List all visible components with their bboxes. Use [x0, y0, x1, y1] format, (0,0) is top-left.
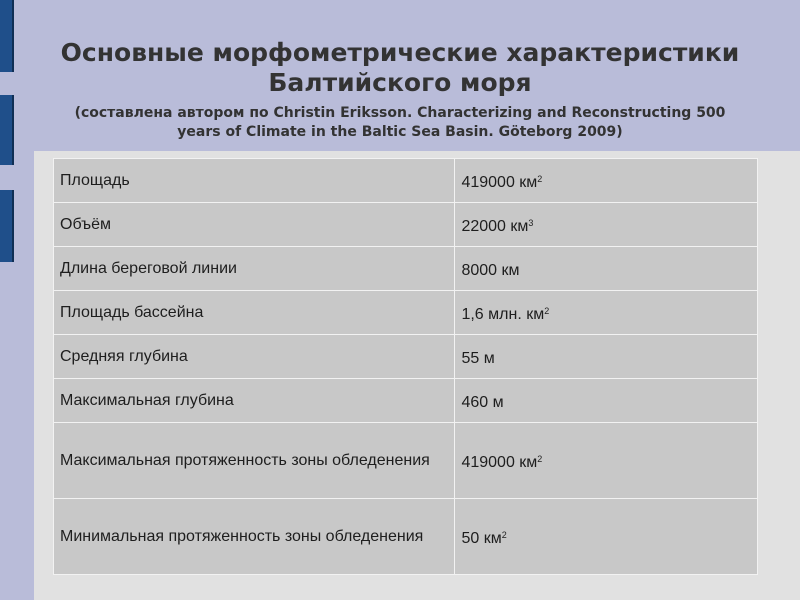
unit-power: 3 — [528, 217, 534, 228]
slide-title-block — [30, 38, 770, 142]
value-cell — [455, 335, 758, 379]
parameter-cell: Минимальная протяженность зоны обледенения — [54, 499, 455, 575]
unit-power: 2 — [537, 173, 543, 184]
value-text: 55 м — [461, 349, 495, 367]
slide-title-line-2: Балтийского моря — [268, 68, 532, 97]
value-text: 50 км — [461, 529, 502, 547]
value-text: 419000 км — [461, 453, 538, 471]
value-cell — [455, 379, 758, 423]
value-cell — [455, 499, 758, 575]
table-row — [54, 499, 758, 575]
value-cell — [455, 423, 758, 499]
parameter-cell: Площадь — [54, 159, 455, 203]
parameter-cell: Максимальная протяженность зоны обледенения — [54, 423, 455, 499]
value-cell — [455, 291, 758, 335]
value-cell — [455, 203, 758, 247]
table-row — [54, 159, 758, 203]
table-row — [54, 379, 758, 423]
parameter-cell: Максимальная глубина — [54, 379, 455, 423]
value-text: 419000 км — [461, 173, 538, 191]
accent-bar-bottom — [0, 190, 14, 262]
slide-subtitle — [30, 104, 770, 142]
accent-bar-top — [0, 0, 14, 72]
parameter-cell: Длина береговой линии — [54, 247, 455, 291]
value-text: 1,6 млн. км — [461, 305, 545, 323]
table-row — [54, 247, 758, 291]
subtitle-line-2: years of Climate in the Baltic Sea Basin. Göteborg 2009) — [177, 124, 623, 140]
value-cell — [455, 159, 758, 203]
slide-title-line-1: Основные морфометрические характеристики — [60, 38, 740, 67]
parameter-cell: Средняя глубина — [54, 335, 455, 379]
value-cell — [455, 247, 758, 291]
subtitle-line-1: (составлена автором по Christin Eriksson. Characterizing and Reconstructing 500 — [74, 105, 726, 121]
unit-power: 2 — [537, 453, 543, 464]
table-row — [54, 423, 758, 499]
table-row — [54, 335, 758, 379]
value-text: 22000 км — [461, 217, 529, 235]
parameter-cell: Объём — [54, 203, 455, 247]
value-text: 8000 км — [461, 261, 520, 279]
table-row — [54, 291, 758, 335]
morphometric-table — [53, 158, 758, 575]
unit-power: 2 — [544, 305, 550, 316]
value-text: 460 м — [461, 393, 504, 411]
parameter-cell: Площадь бассейна — [54, 291, 455, 335]
table-row — [54, 203, 758, 247]
accent-bar-middle — [0, 95, 14, 165]
unit-power: 2 — [501, 529, 507, 540]
